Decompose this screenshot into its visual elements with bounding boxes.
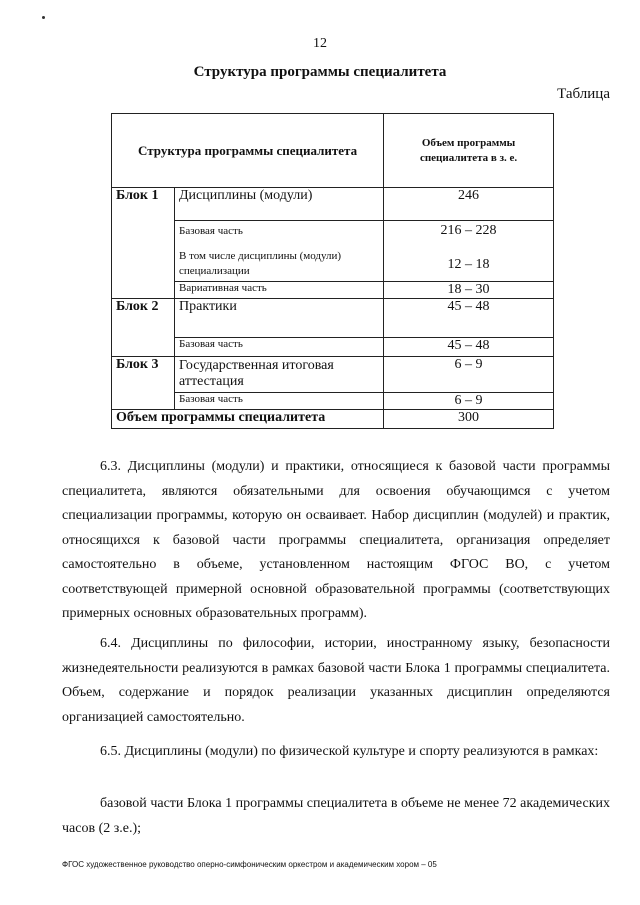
paragraph-6-4: 6.4. Дисциплины по философии, истории, иностранному языку, безопасности жизнедеятельности реализуются в рамках базовой части Блока 1 программы специалитета. Объем, содержание и порядок реализации указанных дисциплин определяются организацией самостоятельно.: [62, 636, 610, 725]
block2-main-value: 45 – 48: [384, 299, 554, 338]
table-row: [112, 299, 554, 338]
header-structure: Структура программы специалитета: [112, 114, 384, 188]
block3-name: Блок 3: [112, 357, 175, 410]
table-row: [112, 282, 554, 299]
header-volume: Объем программы специалитета в з. е.: [384, 114, 554, 188]
block2-base-value: 45 – 48: [384, 338, 554, 357]
page-footer: ФГОС художественное руководство оперно-симфоническим оркестром и академическим хором – 05: [62, 860, 437, 869]
block2-base-label: Базовая часть: [175, 338, 384, 357]
block3-base-label: Базовая часть: [175, 393, 384, 410]
table-row: [112, 357, 554, 393]
table-header-row: [112, 114, 554, 188]
block1-var-value: 18 – 30: [384, 282, 554, 299]
scan-dot: [42, 16, 45, 19]
page-number: 12: [313, 36, 327, 51]
table-row: [112, 249, 554, 282]
total-value: 300: [384, 410, 554, 429]
block1-spec-label: В том числе дисциплины (модули) специализации: [175, 249, 384, 282]
table-total-row: [112, 410, 554, 429]
block2-name: Блок 2: [112, 299, 175, 357]
block2-main-label: Практики: [175, 299, 384, 338]
block1-main-label: Дисциплины (модули): [175, 188, 384, 221]
table-row: [112, 393, 554, 410]
block1-base-label: Базовая часть: [175, 221, 384, 250]
table-row: [112, 188, 554, 221]
table-row: [112, 338, 554, 357]
paragraph-6-3: 6.3. Дисциплины (модули) и практики, относящиеся к базовой части программы специалитета, являются обязательными для освоения обучающимся с учетом специализации программы, которую он осваивает. Набор дисциплин (модулей) и практик, относящихся к базовой части программы специалитета, организация определяет самостоятельно в объеме, установленном настоящим ФГОС ВО, с учетом соответствующей примерной основной образовательной программы (соответствующих примерных основных образовательных программ).: [62, 459, 610, 621]
total-label: Объем программы специалитета: [112, 410, 384, 429]
block3-main-value: 6 – 9: [384, 357, 554, 393]
block1-base-value: 216 – 228: [384, 221, 554, 250]
table-row: [112, 221, 554, 250]
program-structure-table: [111, 113, 554, 429]
paragraph-6-5-item: базовой части Блока 1 программы специалитета в объеме не менее 72 академических часов (2 з.е.);: [62, 796, 610, 836]
block1-spec-value: 12 – 18: [384, 249, 554, 282]
block1-main-value: 246: [384, 188, 554, 221]
block3-main-label: Государственная итоговая аттестация: [175, 357, 384, 393]
block1-var-label: Вариативная часть: [175, 282, 384, 299]
paragraph-6-5: 6.5. Дисциплины (модули) по физической культуре и спорту реализуются в рамках:: [100, 744, 599, 759]
table-label: Таблица: [557, 86, 610, 102]
block3-base-value: 6 – 9: [384, 393, 554, 410]
block1-name: Блок 1: [112, 188, 175, 299]
page-title: Структура программы специалитета: [193, 64, 447, 80]
